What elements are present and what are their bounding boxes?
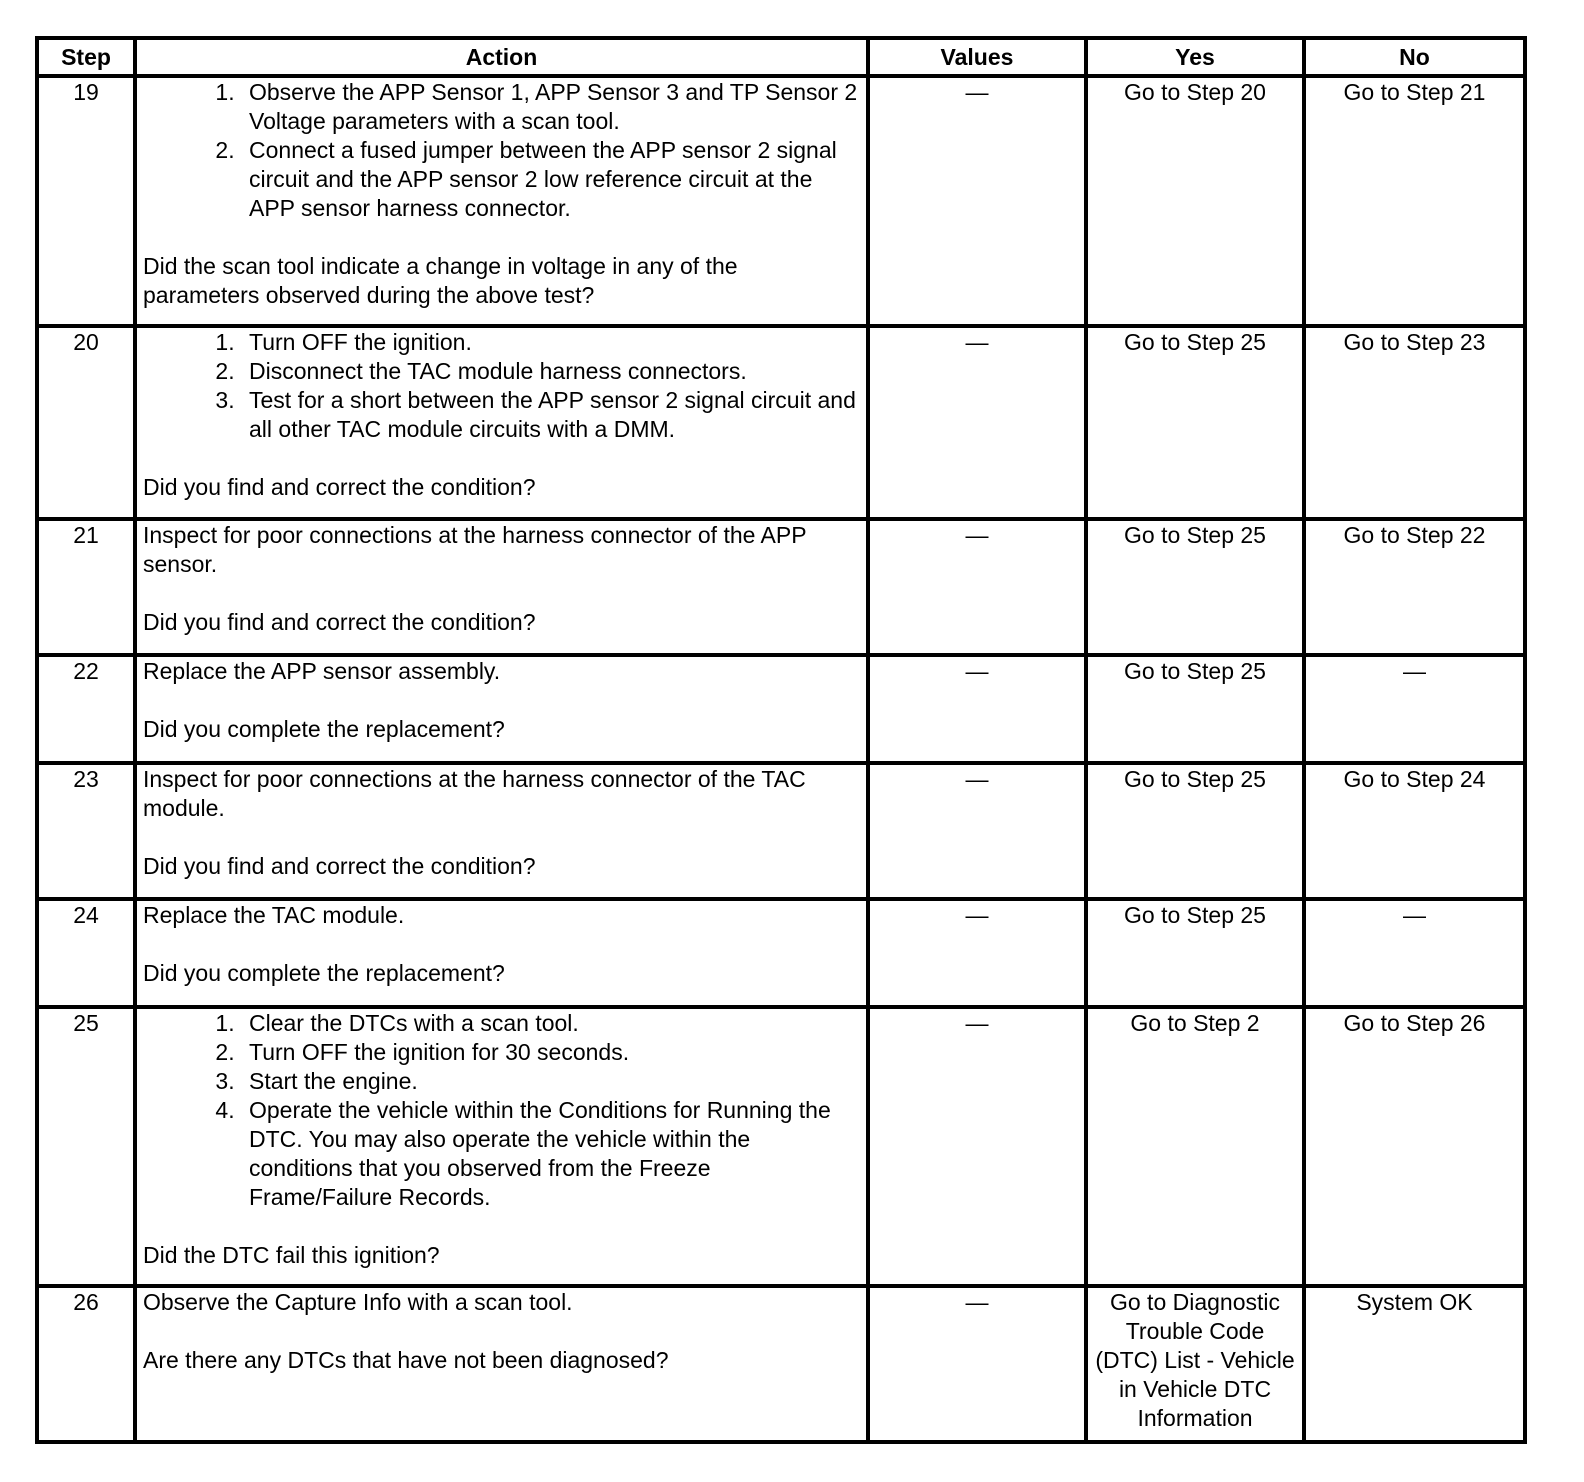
action-text: Inspect for poor connections at the harness connector of the APP sensor. [143,522,807,577]
no-cell: Go to Step 24 [1304,763,1525,899]
table-row [37,76,1525,326]
action-list-item: 2. Turn OFF the ignition for 30 seconds. [241,1038,860,1067]
action-question: Did the scan tool indicate a change in voltage in any of the parameters observed during the above test? [143,253,738,308]
no-cell: Go to Step 26 [1304,1007,1525,1286]
action-list-item: 4. Operate the vehicle within the Conditions for Running the DTC. You may also operate the vehicle within the conditions that you observed from the Freeze Frame/Failure Records. [241,1096,860,1212]
step-number: 26 [37,1286,135,1442]
action-cell [135,763,868,899]
yes-cell: Go to Step 25 [1086,655,1304,763]
action-question: Are there any DTCs that have not been diagnosed? [143,1347,669,1373]
step-number: 19 [37,76,135,326]
header-step: Step [37,38,135,76]
table-row [37,655,1525,763]
table-row [37,519,1525,655]
values-cell: — [868,519,1086,655]
step-number: 22 [37,655,135,763]
action-cell [135,519,868,655]
table-row [37,326,1525,519]
action-list-item: 3. Test for a short between the APP sensor 2 signal circuit and all other TAC module circuits with a DMM. [241,386,860,444]
no-cell: — [1304,899,1525,1007]
yes-cell: Go to Diagnostic Trouble Code (DTC) List - Vehicle in Vehicle DTC Information [1086,1286,1304,1442]
action-question: Did you find and correct the condition? [143,853,536,879]
step-number: 23 [37,763,135,899]
values-cell: — [868,326,1086,519]
action-question: Did you complete the replacement? [143,960,505,986]
action-list-item: 1. Turn OFF the ignition. [241,328,860,357]
yes-cell: Go to Step 25 [1086,326,1304,519]
values-cell: — [868,899,1086,1007]
step-number: 21 [37,519,135,655]
values-cell: — [868,1286,1086,1442]
yes-cell: Go to Step 25 [1086,899,1304,1007]
action-list-item: 1. Clear the DTCs with a scan tool. [241,1009,860,1038]
action-text: Replace the APP sensor assembly. [143,658,501,684]
action-list [143,1009,860,1212]
yes-cell: Go to Step 25 [1086,763,1304,899]
step-number: 25 [37,1007,135,1286]
step-number: 24 [37,899,135,1007]
no-cell: Go to Step 21 [1304,76,1525,326]
action-cell [135,1007,868,1286]
header-no: No [1304,38,1525,76]
action-cell [135,326,868,519]
values-cell: — [868,76,1086,326]
action-question: Did the DTC fail this ignition? [143,1242,440,1268]
table-row [37,763,1525,899]
action-cell [135,1286,868,1442]
action-question: Did you find and correct the condition? [143,474,536,500]
yes-cell: Go to Step 2 [1086,1007,1304,1286]
step-number: 20 [37,326,135,519]
no-cell: Go to Step 23 [1304,326,1525,519]
header-row [37,38,1525,76]
table-row [37,899,1525,1007]
action-cell [135,76,868,326]
action-list [143,328,860,444]
table-row [37,1286,1525,1442]
action-text: Replace the TAC module. [143,902,405,928]
action-text: Observe the Capture Info with a scan tool. [143,1289,573,1315]
header-values: Values [868,38,1086,76]
action-list-item: 1. Observe the APP Sensor 1, APP Sensor 3 and TP Sensor 2 Voltage parameters with a scan tool. [241,78,860,136]
header-action: Action [135,38,868,76]
action-list-item: 2. Disconnect the TAC module harness connectors. [241,357,860,386]
yes-cell: Go to Step 20 [1086,76,1304,326]
header-yes: Yes [1086,38,1304,76]
action-list-item: 2. Connect a fused jumper between the APP sensor 2 signal circuit and the APP sensor 2 low reference circuit at the APP sensor harness connector. [241,136,860,223]
diagnostic-table [35,36,1527,1444]
no-cell: — [1304,655,1525,763]
action-list-item: 3. Start the engine. [241,1067,860,1096]
values-cell: — [868,1007,1086,1286]
action-list [143,78,860,223]
action-question: Did you complete the replacement? [143,716,505,742]
action-cell [135,899,868,1007]
action-text: Inspect for poor connections at the harness connector of the TAC module. [143,766,806,821]
action-question: Did you find and correct the condition? [143,609,536,635]
table-row [37,1007,1525,1286]
values-cell: — [868,655,1086,763]
values-cell: — [868,763,1086,899]
action-cell [135,655,868,763]
yes-cell: Go to Step 25 [1086,519,1304,655]
no-cell: System OK [1304,1286,1525,1442]
no-cell: Go to Step 22 [1304,519,1525,655]
